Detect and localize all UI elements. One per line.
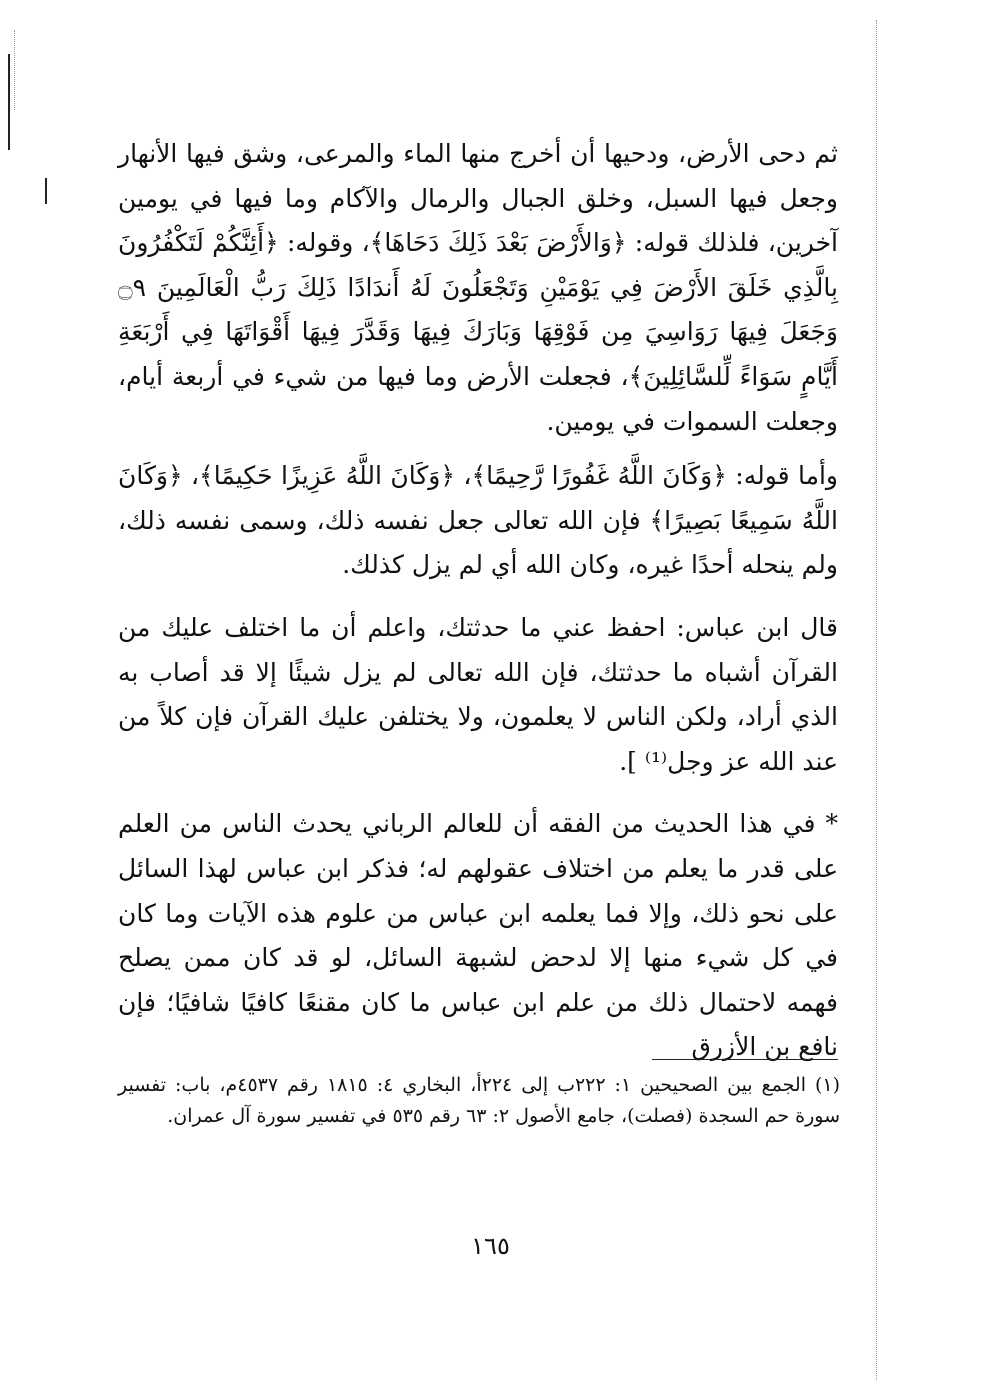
page-body [118, 132, 838, 1070]
left-margin-line [8, 54, 10, 150]
right-margin-dots [876, 20, 877, 1380]
footnote-divider [652, 1059, 838, 1060]
paragraph-gap [118, 784, 838, 802]
paragraph-1: ثم دحى الأرض، ودحيها أن أخرج منها الماء والمرعى، وشق فيها الأنهار وجعل فيها السبل، وخلق الجبال والرمال والآكام وما فيها في يومين آخرين، فلذلك قوله: ﴿وَالأَرْضَ بَعْدَ ذَلِكَ دَحَاهَا﴾، وقوله: ﴿أَئِنَّكُمْ لَتَكْفُرُونَ بِالَّذِي خَلَقَ الأَرْضَ فِي يَوْمَيْنِ وَتَجْعَلُونَ لَهُ أَندَادًا ذَلِكَ رَبُّ الْعَالَمِينَ ۝٩ وَجَعَلَ فِيهَا رَوَاسِيَ مِن فَوْقِهَا وَبَارَكَ فِيهَا وَقَدَّرَ فِيهَا أَقْوَاتَهَا فِي أَرْبَعَةِ أَيَّامٍ سَوَاءً لِّلسَّائِلِينَ﴾، فجعلت الأرض وما فيها من شيء في أربعة أيام، وجعلت السموات في يومين. [118, 139, 838, 436]
left-margin-dots [14, 30, 15, 110]
paragraph-gap [118, 588, 838, 606]
page-number: ١٦٥ [471, 1232, 510, 1260]
footnote: (١) الجمع بين الصحيحين ١: ٢٢٢ب إلى ٢٢٤أ، البخاري ٤: ١٨١٥ رقم ٤٥٣٧م، باب: تفسير سورة حم السجدة (فصلت)، جامع الأصول ٢: ٦٣ رقم ٥٣٥ في تفسير سورة آل عمران. [118, 1074, 840, 1127]
left-margin-tick [45, 178, 47, 204]
paragraph-3: قال ابن عباس: احفظ عني ما حدثتك، واعلم أن ما اختلف عليك من القرآن أشباه ما حدثتك، فإن الله تعالى لم يزل شيئًا إلا قد أصاب به الذي أراد، ولكن الناس لا يعلمون، ولا يختلفن عليك القرآن فإن كلاً من عند الله عز وجل⁽¹⁾ ]. [118, 612, 838, 776]
paragraph-2: وأما قوله: ﴿وَكَانَ اللَّهُ غَفُورًا رَّحِيمًا﴾، ﴿وَكَانَ اللَّهُ عَزِيزًا حَكِيمًا﴾، ﴿وَكَانَ اللَّهُ سَمِيعًا بَصِيرًا﴾ فإن الله تعالى جعل نفسه ذلك، وسمى نفسه ذلك، ولم ينحله أحدًا غيره، وكان الله أي لم يزل كذلك. [118, 461, 838, 580]
paragraph-4: * في هذا الحديث من الفقه أن للعالم الرباني يحدث الناس من العلم على قدر ما يعلم من اختلاف عقولهم له؛ فذكر ابن عباس لهذا السائل على نحو ذلك، وإلا فما يعلمه ابن عباس من علوم هذه الآيات وما كان في كل شيء منها إلا لدحض لشبهة السائل، لو قد كان ممن يصلح فهمه لاحتمال ذلك من علم ابن عباس ما كان مقنعًا كافيًا شافيًا؛ فإن نافع بن الأزرق [118, 809, 838, 1062]
